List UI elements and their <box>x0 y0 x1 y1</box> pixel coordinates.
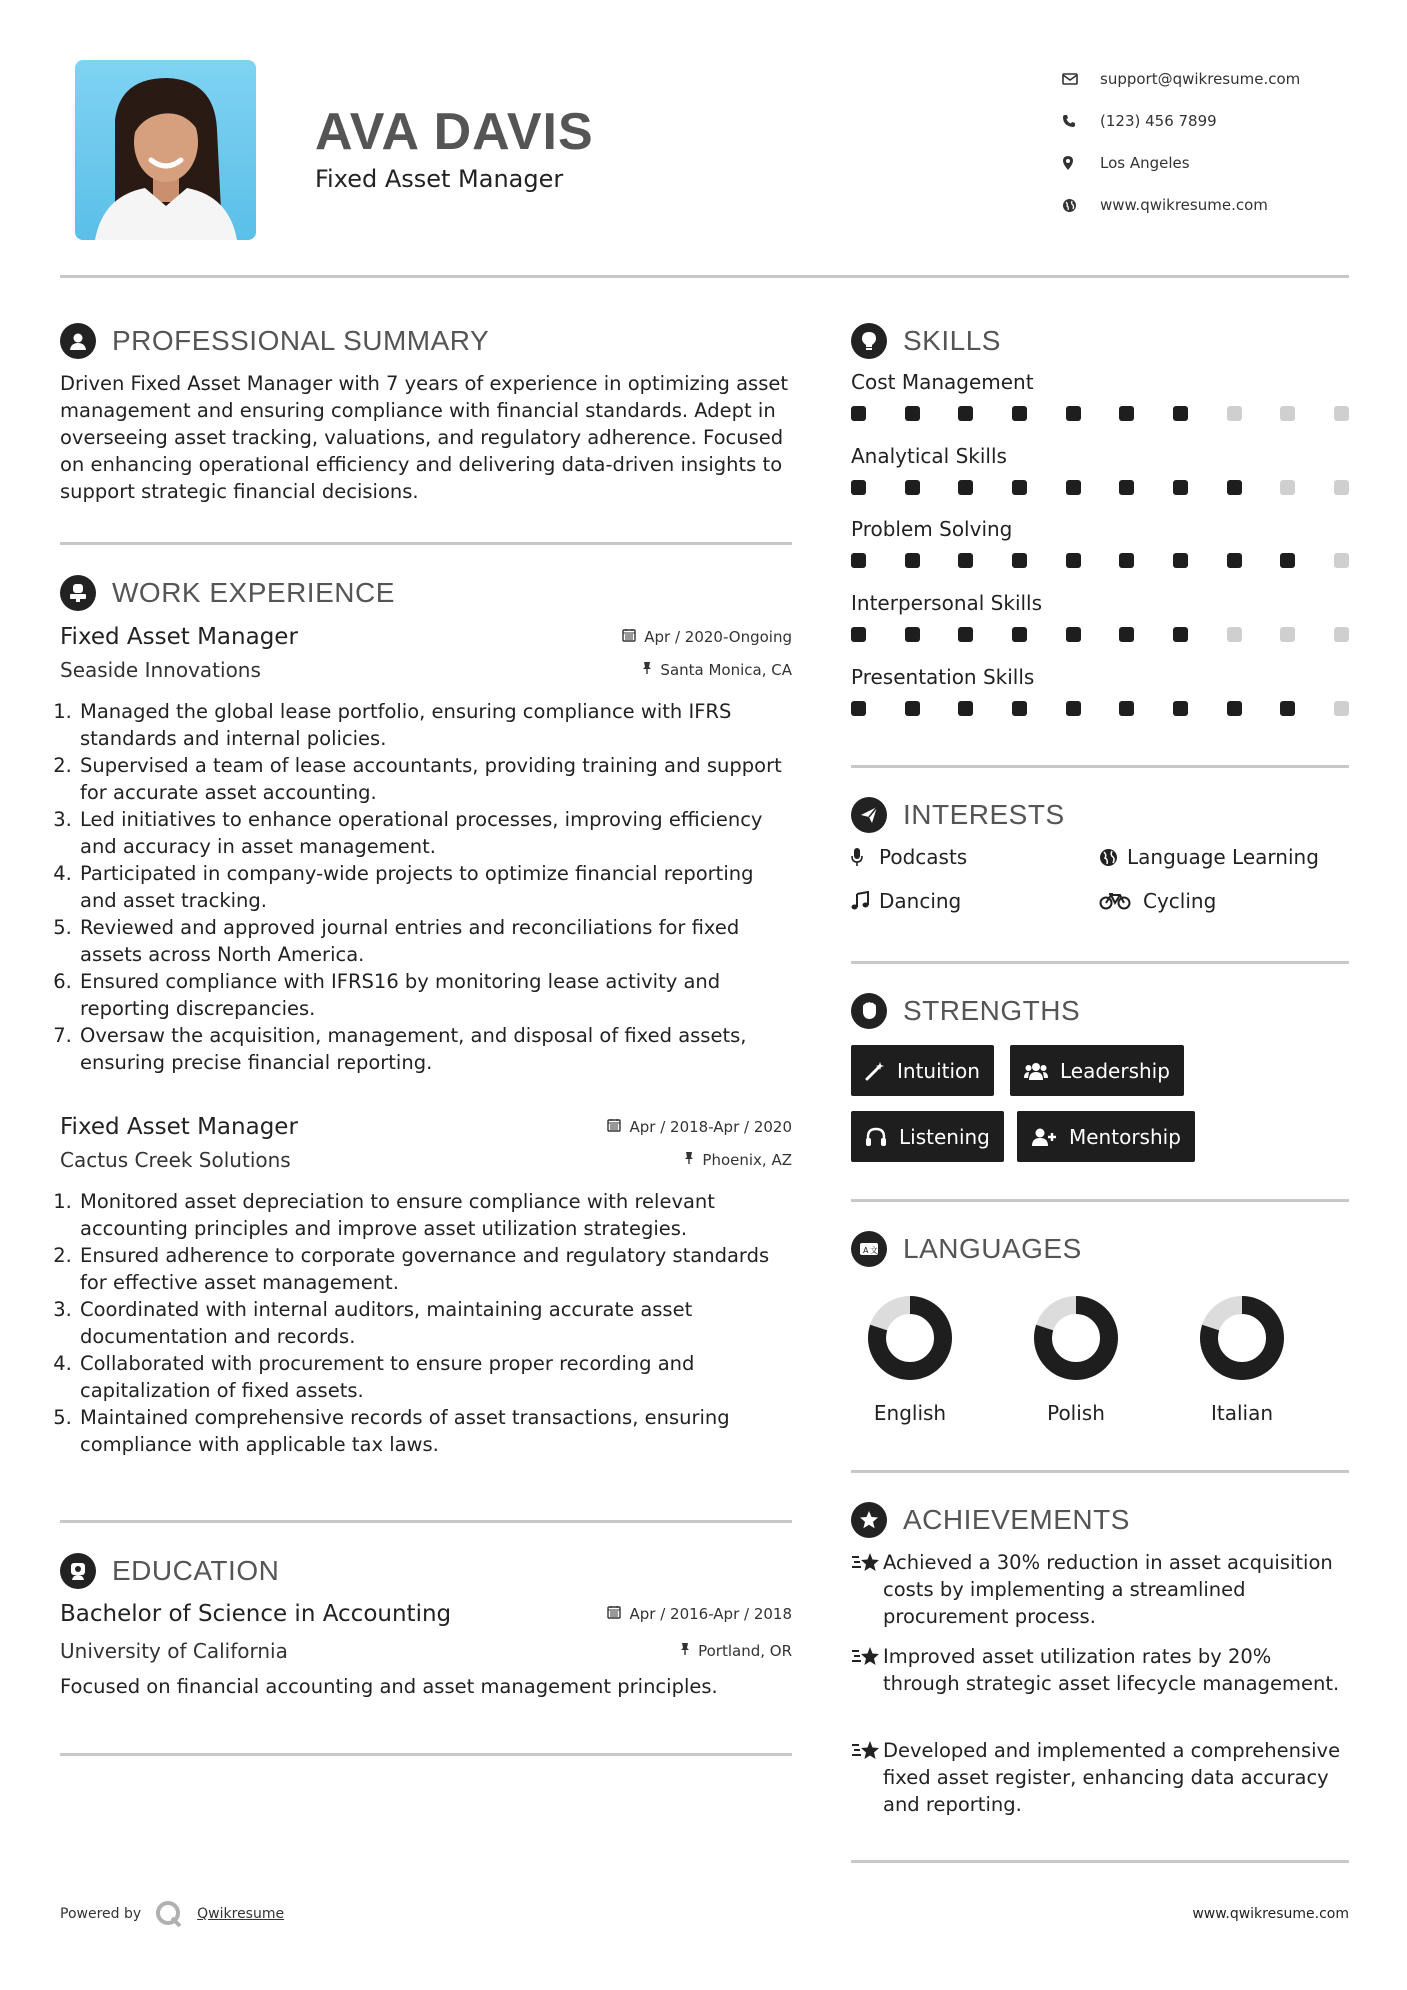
achievement-text: Achieved a 30% reduction in asset acquisition costs by implementing a streamlined procurement process. <box>883 1551 1333 1628</box>
skill-dot-filled <box>1280 701 1295 716</box>
list-item: 2. Ensured adherence to corporate governance and regulatory standards for effective asset management. <box>78 1242 792 1296</box>
job-location: Santa Monica, CA <box>660 661 792 679</box>
language-item <box>840 1293 980 1425</box>
strength-chip <box>851 1045 994 1096</box>
interest-label: Podcasts <box>879 845 968 869</box>
skill-dot-filled <box>1119 406 1134 421</box>
achievements-divider <box>851 1860 1349 1863</box>
briefcase-icon <box>60 575 96 611</box>
achievements-heading <box>851 1502 1130 1538</box>
footer-url[interactable]: www.qwikresume.com <box>1192 1906 1349 1922</box>
education-dates: Apr / 2016-Apr / 2018 <box>629 1605 792 1623</box>
interest-item <box>851 889 961 913</box>
skill-dot-filled <box>851 627 866 642</box>
skill-item <box>851 665 1349 716</box>
interests-divider <box>851 961 1349 964</box>
job-role: Fixed Asset Manager <box>60 624 298 650</box>
contact-website[interactable] <box>1062 184 1362 226</box>
language-donut <box>1031 1293 1121 1383</box>
skill-dot-filled <box>1173 627 1188 642</box>
skill-dot-filled <box>1012 701 1027 716</box>
header-divider <box>60 275 1349 278</box>
list-item: 5. Maintained comprehensive records of asset transactions, ensuring compliance with applicable tax laws. <box>78 1404 792 1458</box>
svg-text:A: A <box>863 1246 869 1255</box>
skill-dot-filled <box>1227 553 1242 568</box>
skills-title: SKILLS <box>903 325 1001 356</box>
education-school: University of California <box>60 1639 288 1663</box>
powered-by-label: Powered by <box>60 1906 142 1922</box>
skill-dot-empty <box>1334 480 1349 495</box>
contact-location <box>1062 142 1362 184</box>
skill-dot-filled <box>905 480 920 495</box>
job-bullets <box>60 1188 792 1458</box>
list-item: 5. Reviewed and approved journal entries and reconciliations for fixed assets across North America. <box>78 914 792 968</box>
interest-label: Cycling <box>1143 889 1217 913</box>
contact-email[interactable] <box>1062 58 1362 100</box>
skill-dot-filled <box>958 480 973 495</box>
skill-dot-filled <box>1066 406 1081 421</box>
skill-dot-empty <box>1334 627 1349 642</box>
footer-powered-by <box>60 1900 284 1928</box>
skill-label: Interpersonal Skills <box>851 591 1043 615</box>
skill-dot-filled <box>851 553 866 568</box>
skill-dot-filled <box>1173 553 1188 568</box>
education-divider <box>60 1753 792 1756</box>
strength-chip <box>1017 1111 1195 1162</box>
contact-phone[interactable] <box>1062 100 1362 142</box>
lightbulb-icon <box>851 323 887 359</box>
skill-dot-filled <box>851 406 866 421</box>
map-pin-icon <box>1062 155 1100 171</box>
skill-dot-empty <box>1280 627 1295 642</box>
job-company: Seaside Innovations <box>60 658 261 682</box>
list-item: 3. Led initiatives to enhance operational processes, improving efficiency and accuracy in asset management. <box>78 806 792 860</box>
skill-dot-empty <box>1280 480 1295 495</box>
summary-heading <box>60 323 489 359</box>
achievement-text: Improved asset utilization rates by 20% through strategic asset lifecycle management. <box>883 1645 1340 1695</box>
skill-dot-filled <box>1012 406 1027 421</box>
contact-list <box>1062 58 1362 226</box>
brand-link[interactable]: Qwikresume <box>197 1906 285 1922</box>
skill-dot-filled <box>958 406 973 421</box>
strength-label: Mentorship <box>1069 1124 1181 1149</box>
language-name: Italian <box>1210 1401 1274 1425</box>
interests-heading <box>851 797 1065 833</box>
skill-dot-filled <box>905 406 920 421</box>
skill-dot-filled <box>1066 480 1081 495</box>
candidate-name: AVA DAVIS <box>315 103 594 161</box>
fist-icon <box>851 993 887 1029</box>
profile-photo <box>75 60 256 240</box>
skill-dot-empty <box>1334 701 1349 716</box>
languages-title: LANGUAGES <box>903 1233 1082 1264</box>
skill-rating <box>851 627 1349 642</box>
experience-heading <box>60 575 395 611</box>
skills-heading <box>851 323 1001 359</box>
experience-title: WORK EXPERIENCE <box>112 577 395 608</box>
education-location: Portland, OR <box>698 1642 792 1660</box>
achievement-item <box>851 1737 1349 1818</box>
skill-dot-filled <box>1119 480 1134 495</box>
candidate-title: Fixed Asset Manager <box>315 165 564 193</box>
skill-rating <box>851 701 1349 716</box>
skill-dot-filled <box>1173 480 1188 495</box>
graduate-icon <box>60 1553 96 1589</box>
skill-dot-filled <box>1119 553 1134 568</box>
list-item: 3. Coordinated with internal auditors, maintaining accurate asset documentation and records. <box>78 1296 792 1350</box>
job-location: Phoenix, AZ <box>702 1151 792 1169</box>
pushpin-icon <box>680 1642 690 1660</box>
calendar-icon <box>607 1118 621 1136</box>
education-heading <box>60 1553 279 1589</box>
skill-dot-filled <box>1173 701 1188 716</box>
strength-label: Intuition <box>897 1058 980 1083</box>
skill-dot-filled <box>1119 627 1134 642</box>
magic-wand-icon <box>865 1061 885 1081</box>
users-icon <box>1024 1061 1048 1081</box>
strength-label: Listening <box>899 1124 990 1149</box>
education-degree: Bachelor of Science in Accounting <box>60 1601 452 1627</box>
skill-label: Presentation Skills <box>851 665 1035 689</box>
interest-item <box>1099 845 1319 869</box>
job-role: Fixed Asset Manager <box>60 1114 298 1140</box>
skill-item <box>851 444 1349 495</box>
languages-heading <box>851 1231 1082 1267</box>
skill-item <box>851 517 1349 568</box>
job-dates: Apr / 2020-Ongoing <box>644 628 792 646</box>
skill-dot-filled <box>1227 701 1242 716</box>
headphones-icon <box>865 1127 887 1147</box>
skill-dot-filled <box>1227 480 1242 495</box>
skill-dot-empty <box>1227 406 1242 421</box>
microphone-icon <box>851 847 879 867</box>
skill-dot-filled <box>958 627 973 642</box>
achievements-title: ACHIEVEMENTS <box>903 1504 1130 1535</box>
skill-dot-filled <box>905 553 920 568</box>
list-item: 1. Managed the global lease portfolio, ensuring compliance with IFRS standards and internal policies. <box>78 698 792 752</box>
skill-dot-filled <box>1119 701 1134 716</box>
shooting-star-icon <box>851 1737 883 1818</box>
pushpin-icon <box>684 1151 694 1169</box>
skill-label: Analytical Skills <box>851 444 1007 468</box>
skill-dot-filled <box>1012 553 1027 568</box>
skill-dot-filled <box>851 701 866 716</box>
languages-divider <box>851 1470 1349 1473</box>
list-item: 2. Supervised a team of lease accountants, providing training and support for accurate asset accounting. <box>78 752 792 806</box>
skill-label: Cost Management <box>851 370 1034 394</box>
strength-chip <box>1010 1045 1184 1096</box>
globe-icon <box>1062 198 1100 213</box>
skills-divider <box>851 765 1349 768</box>
calendar-icon <box>622 628 636 646</box>
list-item: 4. Collaborated with procurement to ensure proper recording and capitalization of fixed assets. <box>78 1350 792 1404</box>
skill-dot-filled <box>1280 553 1295 568</box>
strength-chip <box>851 1111 1004 1162</box>
user-icon <box>60 323 96 359</box>
language-name: Polish <box>1047 1401 1105 1425</box>
skill-dot-empty <box>1334 553 1349 568</box>
qwikresume-logo-icon <box>155 1900 183 1928</box>
list-item: 1. Monitored asset depreciation to ensure compliance with relevant accounting principles and improve asset utilization strategies. <box>78 1188 792 1242</box>
contact-location-text: Los Angeles <box>1100 154 1190 172</box>
skill-dot-filled <box>1173 406 1188 421</box>
contact-phone-text: (123) 456 7899 <box>1100 112 1217 130</box>
paper-plane-icon <box>851 797 887 833</box>
contact-email-text: support@qwikresume.com <box>1100 70 1301 88</box>
skill-rating <box>851 480 1349 495</box>
language-donut <box>865 1293 955 1383</box>
skill-dot-filled <box>1012 480 1027 495</box>
job-bullets <box>60 698 792 1076</box>
summary-text: Driven Fixed Asset Manager with 7 years of experience in optimizing asset management and ensuring compliance with financial standards. Adept in overseeing asset tracking, valuations, and regulatory adherence. Focused on enhancing operational efficiency and delivering data-driven insights to support strategic financial decisions. <box>60 372 789 503</box>
svg-text:文: 文 <box>870 1246 878 1255</box>
skill-dot-filled <box>905 701 920 716</box>
pushpin-icon <box>642 661 652 679</box>
achievement-item <box>851 1549 1349 1630</box>
interest-item <box>851 845 967 869</box>
envelope-icon <box>1062 73 1100 85</box>
skill-dot-filled <box>958 701 973 716</box>
skill-dot-filled <box>905 627 920 642</box>
interest-label: Language Learning <box>1127 845 1319 869</box>
summary-divider <box>60 542 792 545</box>
job-dates: Apr / 2018-Apr / 2020 <box>629 1118 792 1136</box>
language-icon <box>851 1231 887 1267</box>
interest-label: Dancing <box>879 889 962 913</box>
skill-item <box>851 591 1349 642</box>
strength-label: Leadership <box>1060 1058 1170 1083</box>
list-item: 7. Oversaw the acquisition, management, and disposal of fixed assets, ensuring precise financial reporting. <box>78 1022 792 1076</box>
skill-dot-empty <box>1280 406 1295 421</box>
calendar-icon <box>607 1605 621 1623</box>
music-note-icon <box>851 891 879 911</box>
job-entry <box>60 620 792 1076</box>
skill-dot-filled <box>1012 627 1027 642</box>
education-title: EDUCATION <box>112 1555 280 1586</box>
language-item <box>1006 1293 1146 1425</box>
education-description: Focused on financial accounting and asset management principles. <box>60 1675 718 1698</box>
skill-dot-empty <box>1334 406 1349 421</box>
achievement-text: Developed and implemented a comprehensive fixed asset register, enhancing data accuracy and reporting. <box>883 1739 1341 1816</box>
user-plus-icon <box>1031 1127 1057 1147</box>
education-entry <box>60 1597 792 1700</box>
skill-dot-filled <box>1066 701 1081 716</box>
list-item: 6. Ensured compliance with IFRS16 by monitoring lease activity and reporting discrepancies. <box>78 968 792 1022</box>
strengths-title: STRENGTHS <box>903 995 1081 1026</box>
language-name: English <box>873 1401 947 1425</box>
bicycle-icon <box>1099 892 1143 910</box>
skill-dot-filled <box>1066 553 1081 568</box>
summary-title: PROFESSIONAL SUMMARY <box>112 325 490 356</box>
skill-rating <box>851 553 1349 568</box>
skill-dot-filled <box>851 480 866 495</box>
strengths-divider <box>851 1199 1349 1202</box>
list-item: 4. Participated in company-wide projects to optimize financial reporting and asset tracking. <box>78 860 792 914</box>
phone-icon <box>1062 114 1100 128</box>
language-item <box>1172 1293 1312 1425</box>
skill-dot-filled <box>958 553 973 568</box>
skill-dot-empty <box>1227 627 1242 642</box>
globe-icon <box>1099 848 1127 867</box>
resume-header <box>0 0 1407 280</box>
contact-website-text: www.qwikresume.com <box>1100 196 1268 214</box>
skill-dot-filled <box>1066 627 1081 642</box>
star-badge-icon <box>851 1502 887 1538</box>
skill-label: Problem Solving <box>851 517 1013 541</box>
interest-item <box>1099 889 1216 913</box>
language-donut <box>1197 1293 1287 1383</box>
shooting-star-icon <box>851 1549 883 1630</box>
skill-rating <box>851 406 1349 421</box>
job-entry <box>60 1110 792 1458</box>
experience-divider <box>60 1520 792 1523</box>
interests-title: INTERESTS <box>903 799 1065 830</box>
strengths-heading <box>851 993 1080 1029</box>
achievement-item <box>851 1643 1349 1697</box>
shooting-star-icon <box>851 1643 883 1697</box>
skill-item <box>851 370 1349 421</box>
job-company: Cactus Creek Solutions <box>60 1148 291 1172</box>
